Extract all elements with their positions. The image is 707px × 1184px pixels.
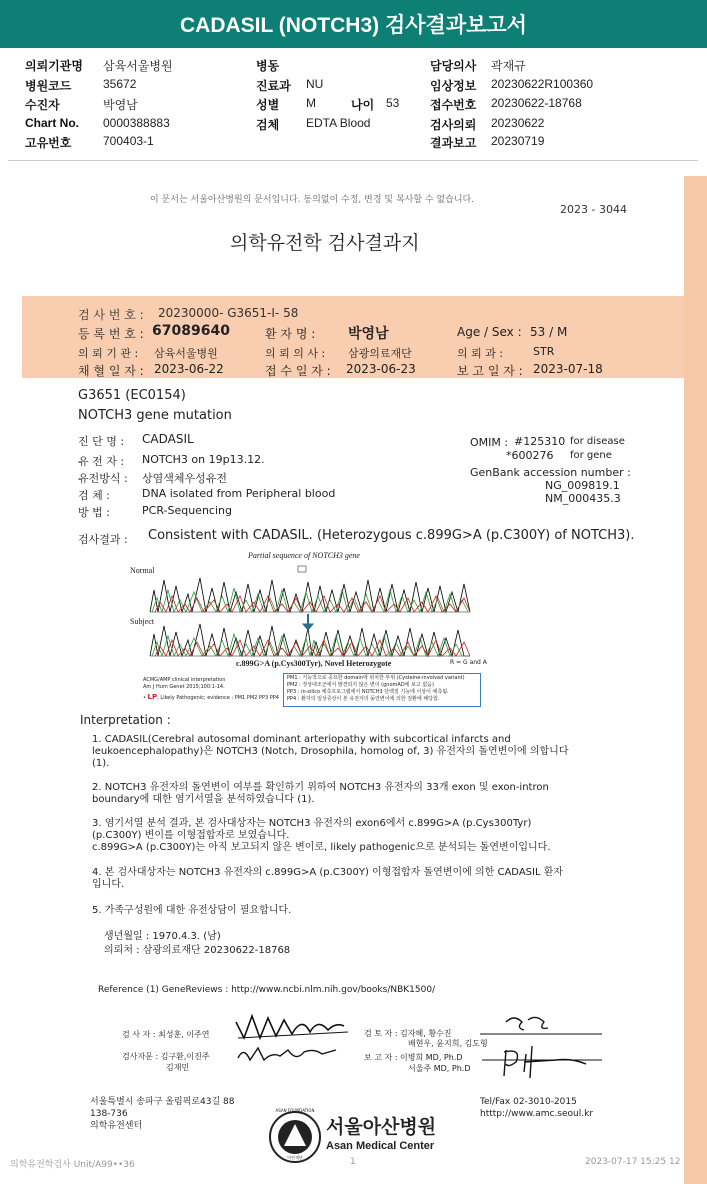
hdr-label: 의뢰기관명 bbox=[25, 59, 83, 73]
inst-label: 의 뢰 기 관 : bbox=[78, 347, 139, 360]
patient-name: 박영남 bbox=[348, 326, 389, 342]
detail-value: DNA isolated from Peripheral blood bbox=[142, 487, 336, 500]
hdr-label: 나이 bbox=[351, 98, 375, 112]
hdr-label: 진료과 bbox=[256, 79, 291, 93]
divider bbox=[8, 160, 698, 161]
report-banner bbox=[0, 0, 707, 48]
receive-label: 접 수 일 자 : bbox=[265, 364, 331, 378]
ward-label: 의 뢰 과 : bbox=[457, 347, 504, 360]
detail-label: 유 전 자 : bbox=[78, 455, 125, 468]
test-name: NOTCH3 gene mutation bbox=[78, 408, 232, 423]
reporter: 보 고 자 : 이병희 MD, Ph.D bbox=[364, 1053, 463, 1062]
hdr-value: 20230622R100360 bbox=[491, 77, 594, 91]
chromatogram bbox=[130, 560, 480, 660]
evidence-line: PP3 : in-silico 예측프로그램에서 NOTCH3 단백질 기능에 이상이 예측됨. bbox=[287, 689, 449, 695]
subject-label: Subject bbox=[130, 617, 154, 626]
hdr-value: M bbox=[306, 96, 316, 110]
normal-label: Normal bbox=[130, 566, 155, 575]
hdr-value: 삼육서울병원 bbox=[103, 59, 173, 73]
hdr-label: 병동 bbox=[256, 59, 280, 73]
highlight-box bbox=[298, 566, 306, 572]
seal-bottom-text: 아산재단 bbox=[287, 1155, 303, 1160]
address-line: 의학유전센터 bbox=[90, 1121, 143, 1131]
omim-disease-id: #125310 bbox=[514, 435, 566, 448]
detail-value: CADASIL bbox=[142, 432, 194, 446]
tel: Tel/Fax 02-3010-2015 bbox=[480, 1097, 577, 1107]
detail-value: PCR-Sequencing bbox=[142, 504, 232, 517]
seal-top-text: ASAN FOUNDATION bbox=[275, 1108, 315, 1113]
figure-legend: R = G and A bbox=[450, 659, 487, 666]
agesex-label: Age / Sex : bbox=[457, 325, 522, 339]
acmg-line: ACMG/AMP clinical interpretation bbox=[143, 677, 226, 683]
evidence-line: PM1 : 기능적으로 중요한 domain에 위치한 부위 (Cysteine-involved variant) bbox=[287, 675, 465, 681]
hdr-label: 고유번호 bbox=[25, 136, 72, 150]
lp-note: • LP; Likely Pathogenic; evidence : PM1 PM2 PP3 PP4 bbox=[143, 693, 279, 701]
subject-trace bbox=[150, 624, 470, 656]
exam-no-label: 검 사 번 호 : bbox=[78, 308, 144, 322]
result-text: Consistent with CADASIL. (Heterozygous c.899G>A (p.C300Y) of NOTCH3). bbox=[148, 528, 635, 543]
omim-gene-text: for gene bbox=[570, 450, 612, 461]
lp-text: ; Likely Pathogenic; evidence : PM1 PM2 PP3 PP4 bbox=[157, 695, 279, 701]
doc-notice: 이 문서는 서울아산병원의 문서입니다. 동의없이 수정, 변경 및 복사할 수 없습니다. bbox=[150, 195, 475, 205]
page-number: 1 bbox=[350, 1157, 356, 1167]
test-code: G3651 (EC0154) bbox=[78, 388, 186, 403]
detail-label: 검 체 : bbox=[78, 489, 110, 502]
genbank-label: GenBank accession number : bbox=[470, 466, 631, 479]
hdr-label: 검체 bbox=[256, 118, 280, 132]
hdr-value: NU bbox=[306, 77, 324, 91]
detail-label: 방 법 : bbox=[78, 506, 110, 519]
doc-title: 의학유전학 검사결과지 bbox=[230, 232, 420, 254]
hdr-label: 수진자 bbox=[25, 98, 60, 112]
detail-label: 유전방식 : bbox=[78, 472, 128, 485]
mutation-arrow-icon bbox=[303, 614, 313, 630]
hdr-value: 35672 bbox=[103, 77, 137, 91]
hdr-label: 담당의사 bbox=[430, 59, 477, 73]
unit-label: 의학유전학검사 Unit/A99••36 bbox=[10, 1160, 135, 1170]
advisor: 김재민 bbox=[166, 1063, 190, 1072]
reporter: 서울주 MD, Ph.D bbox=[408, 1064, 471, 1073]
hdr-value: 0000388883 bbox=[103, 116, 170, 130]
interp-line: 5. 가족구성원에 대한 유전상담이 필요합니다. bbox=[92, 905, 292, 916]
interp-line: 1. CADASIL(Cerebral autosomal dominant arteriopathy with subcortical infarcts and bbox=[92, 734, 511, 745]
lp-badge: LP bbox=[147, 693, 158, 701]
detail-label: 진 단 명 : bbox=[78, 435, 125, 448]
inst: 삼육서울병원 bbox=[154, 347, 218, 360]
evidence-line: PM2 : 정상대조군에서 발견되지 않은 변이 (gnomAD에 보고 없음) bbox=[287, 682, 434, 688]
hdr-label: Chart No. bbox=[25, 116, 79, 130]
collect-label: 채 혈 일 자 : bbox=[78, 364, 144, 378]
hdr-label: 결과보고 bbox=[430, 136, 477, 150]
signature-reviewer-icon bbox=[476, 1010, 606, 1090]
reviewer: 검 토 자 : 김자혜, 황수진 bbox=[364, 1029, 452, 1038]
hospital-logo-kr: 서울아산병원 bbox=[326, 1116, 437, 1138]
detail-value: 상염색체우성유전 bbox=[142, 472, 228, 485]
ward: STR bbox=[533, 345, 555, 358]
address-line: 서울특별시 송파구 올림픽로43길 88 bbox=[90, 1097, 235, 1107]
referring-institution: 의뢰처 : 삼광의료재단 20230622-18768 bbox=[104, 945, 291, 956]
reviewer: 배현우, 윤지희, 김도형 bbox=[408, 1039, 488, 1048]
receive-date: 2023-06-23 bbox=[346, 362, 416, 376]
examiner: 검 사 자 : 최성훈, 이주연 bbox=[122, 1030, 210, 1039]
advisor: 검사자문 : 김구환,이진주 bbox=[122, 1052, 210, 1061]
reference: Reference (1) GeneReviews : http://www.ncbi.nlm.nih.gov/books/NBK1500/ bbox=[98, 985, 436, 995]
interp-line: 3. 염기서열 분석 결과, 본 검사대상자는 NOTCH3 유전자의 exon6에서 c.899G>A (p.Cys300Tyr) bbox=[92, 818, 532, 829]
omim-disease-text: for disease bbox=[570, 436, 625, 447]
accession: NM_000435.3 bbox=[545, 492, 621, 505]
interp-line: (1). bbox=[92, 758, 110, 769]
report-title: CADASIL (NOTCH3) 검사결과보고서 bbox=[180, 14, 527, 37]
figure-caption-top: Partial sequence of NOTCH3 gene bbox=[248, 551, 360, 560]
hdr-value: 곽재규 bbox=[491, 59, 526, 73]
acmg-line: Am J Hum Genet 2015;100:1-14. bbox=[143, 684, 225, 690]
hospital-logo-en: Asan Medical Center bbox=[326, 1140, 435, 1152]
normal-trace bbox=[150, 578, 470, 612]
reg-no: 67089640 bbox=[152, 323, 230, 339]
hdr-label: 병원코드 bbox=[25, 79, 72, 93]
interp-line: 4. 본 검사대상자는 NOTCH3 유전자의 c.899G>A (p.C300Y) 이형접합자 돌연변이에 의한 CADASIL 환자 bbox=[92, 867, 564, 878]
evidence-line: PP4 : 환자의 임상증상이 본 유전자의 돌연변이에 의한 질환에 해당함. bbox=[287, 696, 440, 702]
hdr-label: 성별 bbox=[256, 98, 280, 112]
hdr-label: 접수번호 bbox=[430, 98, 477, 112]
hdr-value: EDTA Blood bbox=[306, 116, 371, 130]
hdr-value: 20230622-18768 bbox=[491, 96, 582, 110]
interp-line: 2. NOTCH3 유전자의 돌연변이 여부를 확인하기 위하여 NOTCH3 유전자의 33개 exon 및 exon-intron bbox=[92, 782, 549, 793]
interp-line: 입니다. bbox=[92, 879, 125, 890]
signature-examiner-icon bbox=[232, 1008, 352, 1070]
doctor: 삼광의료재단 bbox=[348, 347, 412, 360]
report-date: 2023-07-18 bbox=[533, 362, 603, 376]
hdr-value: 20230719 bbox=[491, 134, 545, 148]
side-stripe bbox=[684, 176, 707, 1184]
result-label: 검사결과 : bbox=[78, 533, 128, 546]
name-label: 환 자 명 : bbox=[265, 327, 316, 341]
contact bbox=[480, 1096, 593, 1120]
hdr-value: 53 bbox=[386, 96, 400, 110]
report-label: 보 고 일 자 : bbox=[457, 364, 523, 378]
address bbox=[90, 1096, 235, 1132]
reg-no-label: 등 록 번 호 : bbox=[78, 327, 144, 341]
omim-label: OMIM : bbox=[470, 436, 509, 449]
interpretation-title: Interpretation : bbox=[80, 713, 171, 727]
print-timestamp: 2023-07-17 15:25 12 bbox=[585, 1157, 681, 1167]
hdr-value: 박영남 bbox=[103, 98, 138, 112]
evidence-box bbox=[283, 673, 481, 707]
acmg-note bbox=[143, 677, 225, 691]
hdr-label: 임상정보 bbox=[430, 79, 477, 93]
address-line: 138-736 bbox=[90, 1109, 128, 1119]
hdr-value: 20230622 bbox=[491, 116, 545, 130]
detail-value: NOTCH3 on 19p13.12. bbox=[142, 453, 265, 466]
doctor-label: 의 뢰 의 사 : bbox=[265, 347, 326, 360]
omim-gene-id: *600276 bbox=[506, 449, 554, 462]
agesex: 53 / M bbox=[530, 325, 568, 339]
collect-date: 2023-06-22 bbox=[154, 362, 224, 376]
interp-line: boundary에 대한 염기서열을 분석하였습니다 (1). bbox=[92, 794, 315, 805]
exam-no: 20230000- G3651-I- 58 bbox=[158, 306, 299, 320]
figure-caption-bottom: c.899G>A (p.Cys300Tyr), Novel Heterozygote bbox=[236, 659, 392, 668]
website: htttp://www.amc.seoul.kr bbox=[480, 1109, 594, 1119]
interp-line: (p.C300Y) 변이를 이형접합자로 보였습니다. bbox=[92, 830, 290, 841]
interp-line: leukoencephalopathy)은 NOTCH3 (Notch, Drosophila, homolog of, 3) 유전자의 돌연변이에 의합니다 bbox=[92, 746, 569, 757]
hdr-value: 700403-1 bbox=[103, 134, 154, 148]
doc-serial: 2023 - 3044 bbox=[560, 203, 627, 216]
interp-line: c.899G>A (p.C300Y)는 아직 보고되지 않은 변이로, likely pathogenic으로 분석되는 돌연변이입니다. bbox=[92, 842, 551, 853]
accession: NG_009819.1 bbox=[545, 479, 620, 492]
birth-date: 생년월일 : 1970.4.3. (남) bbox=[104, 931, 221, 942]
hdr-label: 검사의뢰 bbox=[430, 118, 477, 132]
